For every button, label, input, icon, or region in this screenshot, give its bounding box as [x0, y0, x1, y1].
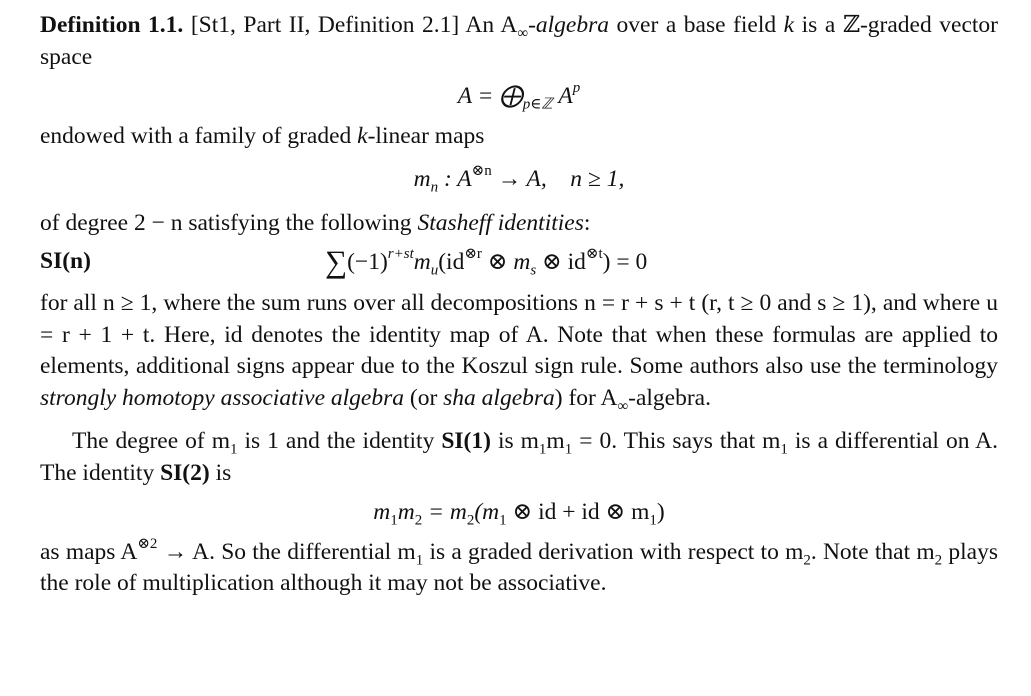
- display-maps: [40, 164, 998, 196]
- map-condition: n ≥ 1,: [570, 166, 625, 192]
- p3-d: . Note that m: [810, 538, 935, 565]
- citation: [St1, Part II, Definition 2.1]: [190, 12, 460, 38]
- si-m: m: [413, 248, 431, 275]
- intro-text: An A: [465, 12, 518, 38]
- si-sign: (−1): [347, 248, 388, 275]
- d3-rhs: = m: [428, 499, 467, 525]
- decomposition-paragraph: [40, 288, 998, 414]
- map-domain: : A: [444, 166, 472, 192]
- p2-sub1c: 1: [564, 441, 573, 458]
- p3-c: is a graded derivation with respect to m: [429, 538, 804, 565]
- map-codomain: → A,: [497, 166, 547, 192]
- p2-si1: SI(1): [441, 428, 491, 454]
- display-derivation: [40, 497, 998, 529]
- si-id-2: ⊗ id: [542, 248, 586, 275]
- p2-e: = 0. This says that m: [579, 428, 781, 454]
- si-equals-zero: ) = 0: [602, 248, 648, 275]
- definition-heading: Definition 1.1.: [40, 12, 184, 38]
- si-label: SI(n): [40, 248, 91, 275]
- p3-s1: 1: [415, 552, 424, 569]
- d3-m1: m: [373, 499, 391, 525]
- intro-is: is: [801, 12, 818, 38]
- graded-space-text: a ℤ-graded vector space: [40, 12, 998, 70]
- or-text: (or: [409, 384, 438, 411]
- p3-b: → A. So the differential m: [163, 538, 416, 565]
- p3-s2: 2: [803, 552, 811, 569]
- map-m-sub: n: [430, 179, 439, 196]
- sub-infinity-2: ∞: [617, 398, 629, 415]
- p2-f: is a differential on A. The identity: [40, 428, 998, 486]
- si-formula: [325, 243, 998, 279]
- p2-si2: SI(2): [160, 459, 210, 486]
- p3-sup: ⊗2: [137, 535, 158, 552]
- endowed-line: [40, 121, 998, 153]
- d3-paren: (m: [474, 499, 500, 525]
- si-id: (id: [438, 248, 465, 275]
- direct-sum-lhs: A = ⨁: [457, 83, 523, 109]
- p2-b: is 1 and the identity: [244, 428, 435, 454]
- sum-symbol: ∑: [325, 243, 348, 279]
- d3-close: ): [656, 499, 665, 525]
- p2-g: is: [215, 459, 232, 486]
- colon: :: [583, 209, 591, 236]
- stasheff-identity-row: [40, 242, 998, 282]
- display-direct-sum: [40, 81, 998, 113]
- p3-e: plays the role of multiplication although it may not be associative.: [40, 538, 999, 596]
- intro-text-2: over a base field: [616, 12, 777, 38]
- si-m-sub-u: u: [430, 262, 439, 279]
- p2-d: m: [546, 428, 565, 454]
- d3-s1c: 1: [649, 512, 657, 529]
- p2-a: The degree of m: [72, 428, 230, 454]
- d3-tensor: ⊗ id + id ⊗ m: [512, 499, 650, 525]
- sub-infinity: ∞: [517, 25, 529, 42]
- definition-paragraph: [40, 10, 998, 73]
- algebra-text: -algebra.: [628, 384, 711, 411]
- si-sign-exp: r+st: [387, 245, 414, 262]
- p2-sub1d: 1: [780, 441, 788, 458]
- p2-sub1: 1: [230, 441, 238, 458]
- direct-sum-index: p∈ℤ: [522, 96, 553, 113]
- field-k: k: [783, 12, 795, 38]
- d3-s1: 1: [390, 512, 398, 529]
- p2-c: is m: [497, 428, 539, 454]
- strongly-homotopy-term: strongly homotopy associative algebra: [40, 384, 404, 411]
- third-paragraph: [40, 537, 998, 600]
- d3-s2b: 2: [466, 512, 475, 529]
- p2-sub1b: 1: [538, 441, 547, 458]
- si-ms: ⊗ m: [487, 248, 531, 275]
- si-id-exp-t: ⊗t: [585, 245, 603, 262]
- sha-algebra-term: sha algebra: [443, 384, 555, 411]
- field-k-2: k: [357, 122, 368, 149]
- endowed-tail: -linear maps: [367, 122, 485, 149]
- map-domain-sup: ⊗n: [471, 163, 492, 180]
- stasheff-term: Stasheff identities: [417, 209, 584, 236]
- d3-m2: m: [397, 499, 415, 525]
- for-a-text: ) for A: [554, 384, 618, 411]
- direct-sum-term: A: [558, 83, 573, 109]
- document-page: [40, 10, 998, 600]
- d3-s1b: 1: [499, 512, 507, 529]
- si-id-exp-r: ⊗r: [464, 245, 482, 262]
- second-paragraph: [40, 426, 998, 489]
- decomposition-text: for all n ≥ 1, where the sum runs over all decompositions n = r + s + t (r, t ≥ 0 and s ≥ 1), and where u = r + 1 + t. Here, id denotes the identity map of A. Note that when these formulas are applied to elements, additional signs appear due to the Koszul sign rule. Some authors also use the terminology: [40, 290, 998, 379]
- d3-s2: 2: [414, 512, 423, 529]
- p3-a: as maps A: [40, 538, 138, 565]
- degree-line: [40, 208, 998, 240]
- map-m: m: [413, 166, 431, 192]
- si-ms-sub: s: [530, 262, 537, 279]
- endowed-text: endowed with a family of graded: [40, 122, 352, 149]
- p3-s2b: 2: [934, 552, 943, 569]
- term-a-infinity-algebra: -algebra: [528, 12, 609, 38]
- degree-text: of degree 2 − n satisfying the following: [40, 209, 412, 236]
- direct-sum-sup: p: [572, 80, 581, 97]
